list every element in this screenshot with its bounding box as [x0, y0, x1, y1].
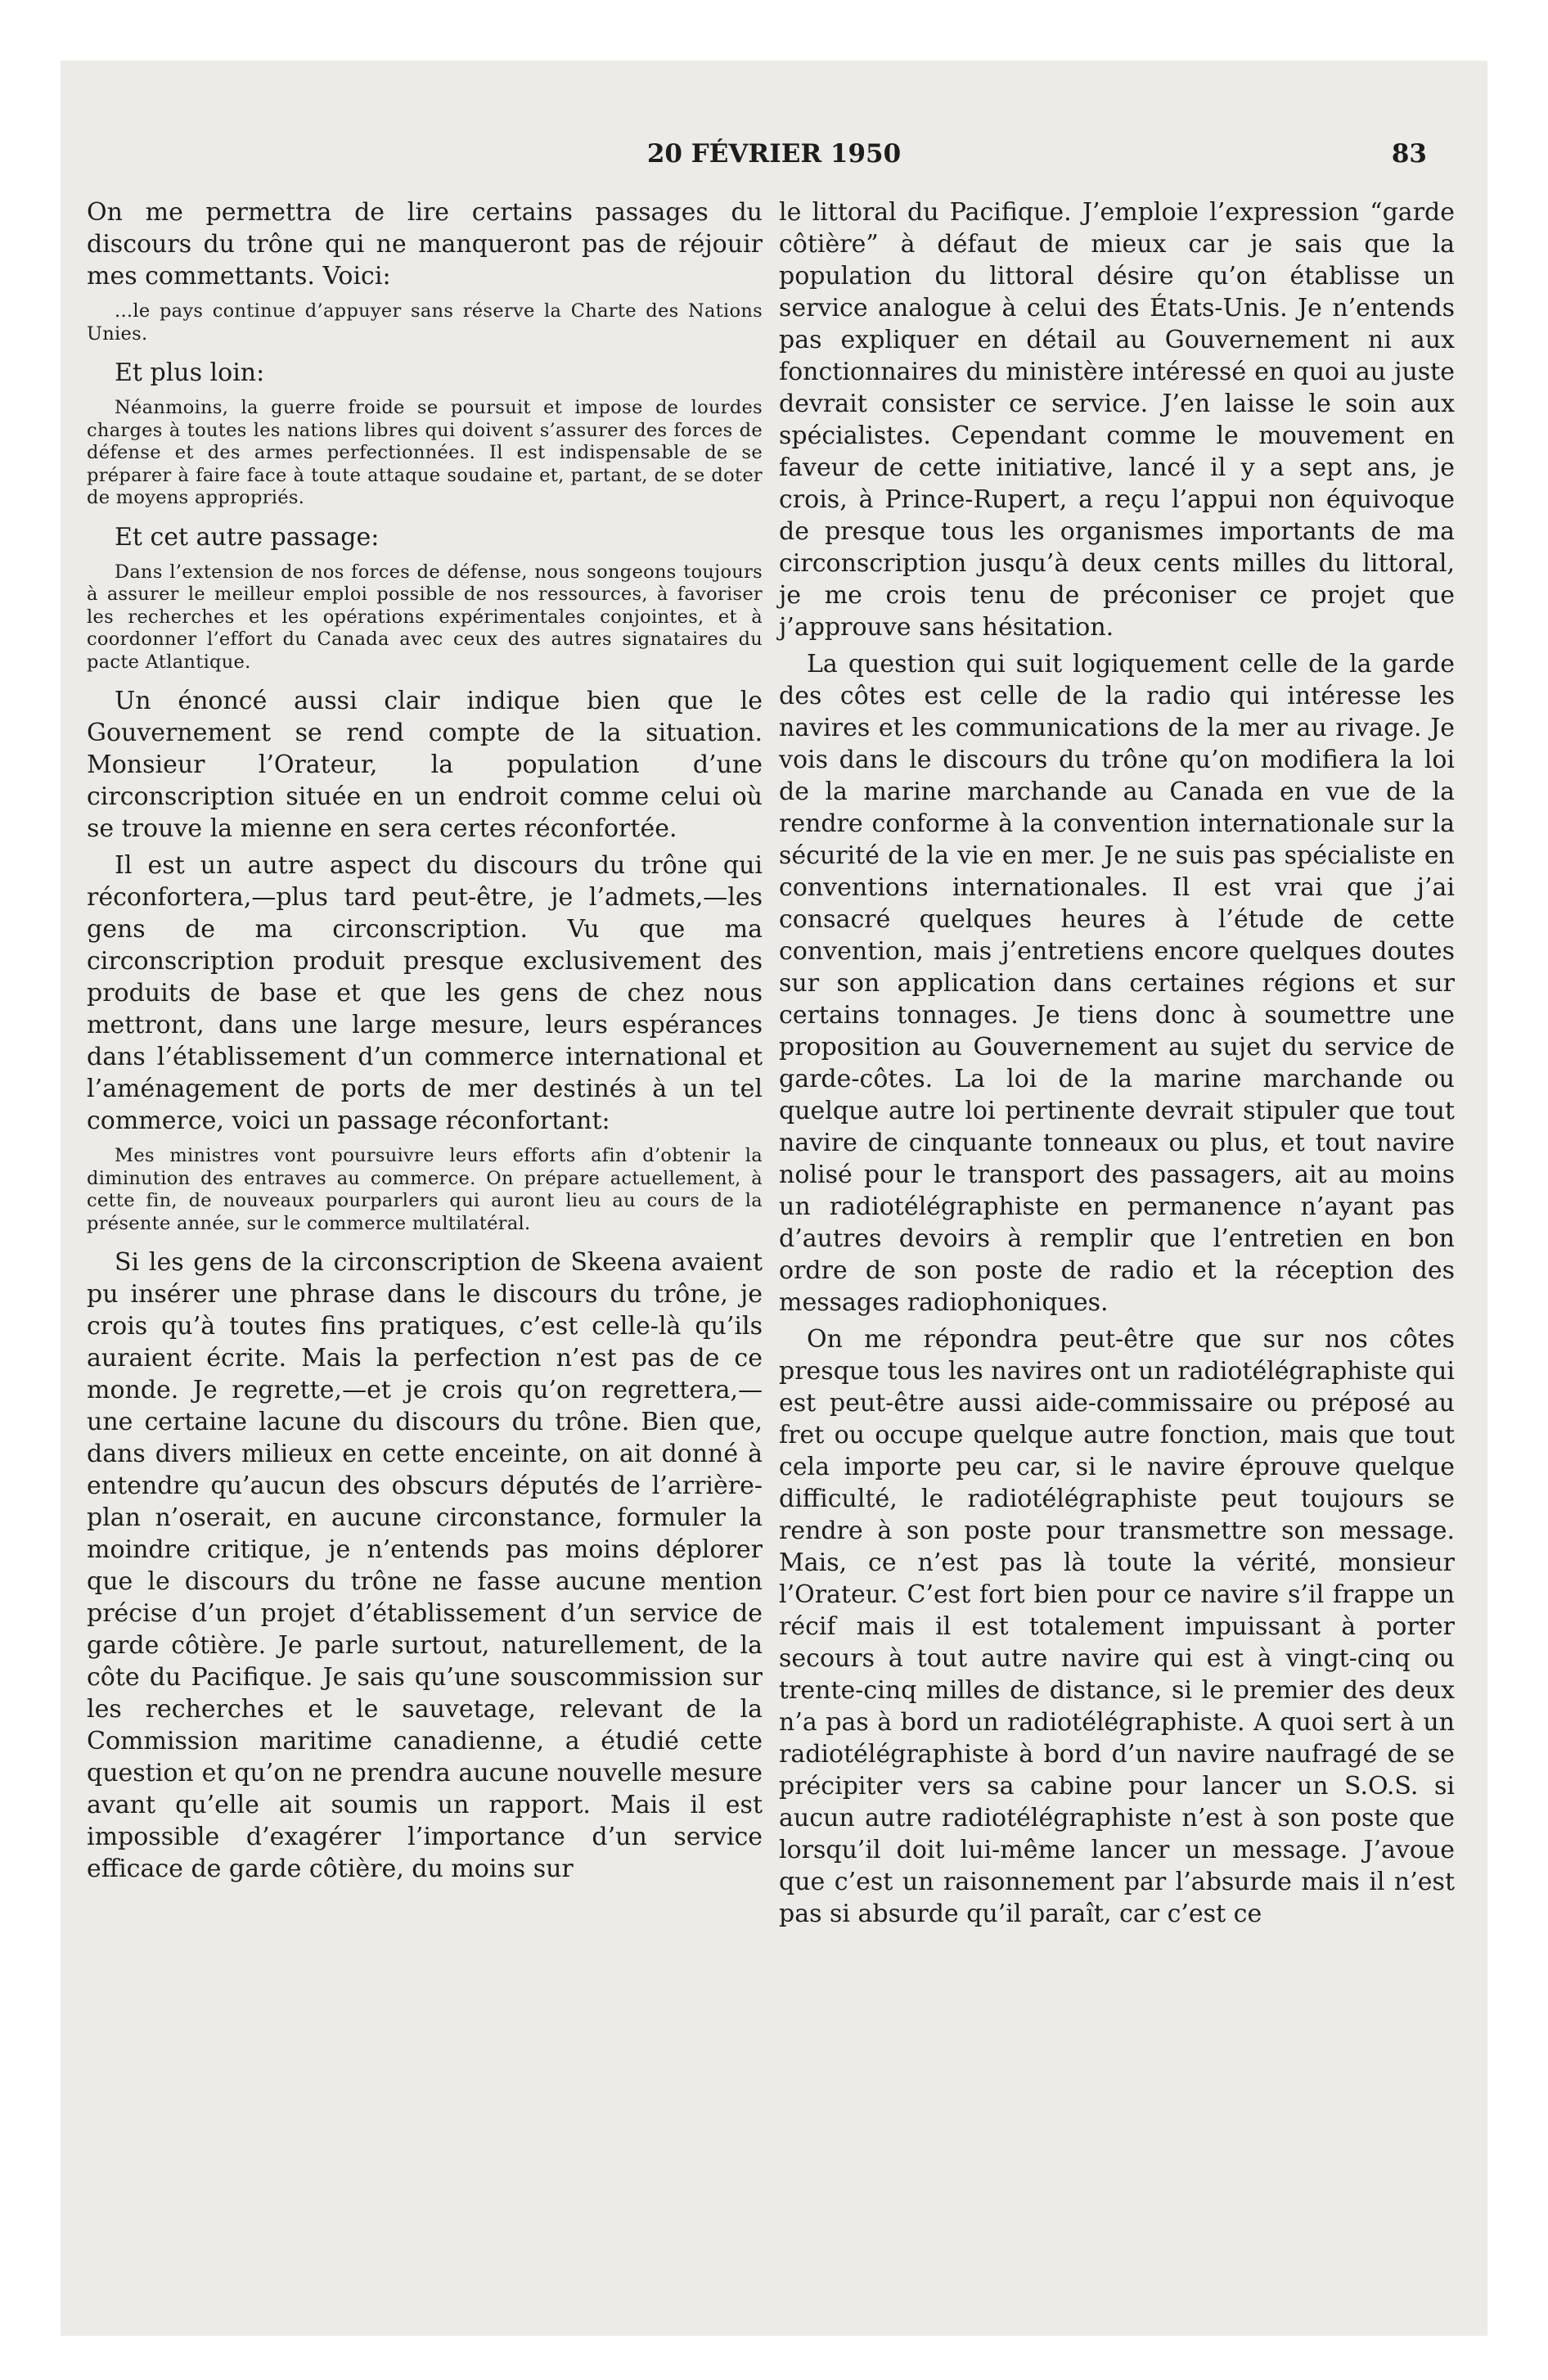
paragraph: Un énoncé aussi clair indique bien que le Gouvernement se rend compte de la situation. Monsieur l’Orateur, la population d’une circonscription située en un endroit comme celui où se trouve la mienne en sera certes réconfortée.: [87, 687, 763, 843]
paragraph: On me répondra peut-être que sur nos côtes presque tous les navires ont un radiotélégraphiste qui est peut-être aussi aide-commissaire ou préposé au fret ou occupe quelque autre fonction, mais que tout cela importe peu car, si le navire éprouve quelque difficulté, le radiotélégraphiste peut toujours se rendre à son poste pour transmettre son message. Mais, ce n’est pas là toute la vérité, monsieur l’Orateur. C’est fort bien pour ce navire s’il frappe un récif mais il est totalement impuissant à porter secours à tout autre navire qui est à vingt-cinq ou trente-cinq milles de distance, si le premier des deux n’a pas à bord un radiotélégraphiste. A quoi sert à un radiotélégraphiste à bord d’un navire naufragé de se précipiter vers sa cabine pour lancer un S.O.S. si aucun autre radiotélégraphiste n’est à son poste que lorsqu’il doit lui-même lancer un message. J’avoue que c’est un raisonnement par l’absurde mais il n’est pas si absurde qu’il paraît, car c’est ce: [779, 1325, 1455, 1928]
paragraph: le littoral du Pacifique. J’emploie l’expression “garde côtière” à défaut de mieux car je sais que la population du littoral désire qu’on établisse un service analogue à celui des États-Unis. Je n’entends pas expliquer en détail au Gouvernement ni aux fonctionnaires du ministère intéressé en quoi au juste devrait consister ce service. J’en laisse le soin aux spécialistes. Cependant comme le mouvement en faveur de cette initiative, lancé il y a sept ans, je crois, à Prince-Rupert, a reçu l’appui non équivoque de presque tous les organismes importants de ma circonscription jusqu’à deux cents milles du littoral, je me crois tenu de préconiser ce projet que j’approuve sans hésitation.: [779, 198, 1455, 642]
paragraph: Il est un autre aspect du discours du trône qui réconfortera,—plus tard peut-être, je l’admets,—les gens de ma circonscription. Vu que ma circonscription produit presque exclusivement des produits de base et que les gens de chez nous mettront, dans une large mesure, leurs espérances dans l’établissement d’un commerce international et l’aménagement de ports de mer destinés à un tel commerce, voici un passage réconfortant:: [87, 851, 763, 1135]
paragraph: Et cet autre passage:: [115, 522, 380, 552]
block-quote: Néanmoins, la guerre froide se poursuit et impose de lourdes charges à toutes les nations libres qui doivent s’assurer des forces de défense et des armes perfectionnées. Il est indispensable de se préparer à faire face à toute attaque soudaine et, partant, de se doter de moyens appropriés.: [87, 397, 763, 508]
left-column: [87, 196, 763, 1890]
paragraph: On me permettra de lire certains passages du discours du trône qui ne manqueront pas de réjouir mes commettants. Voici:: [87, 198, 763, 291]
block-quote: Dans l’extension de nos forces de défense, nous songeons toujours à assurer le meilleur emploi possible de nos ressources, à favoriser les recherches et les opérations expérimentales conjointes, et à coordonner l’effort du Canada avec ceux des autres signataires du pacte Atlantique.: [87, 561, 763, 673]
paragraph: Si les gens de la circonscription de Skeena avaient pu insérer une phrase dans le discours du trône, je crois qu’à toutes fins pratiques, c’est celle-là qu’ils auraient écrite. Mais la perfection n’est pas de ce monde. Je regrette,—et je crois qu’on regrettera,—une certaine lacune du discours du trône. Bien que, dans divers milieux en cette enceinte, on ait donné à entendre qu’aucun des obscurs députés de l’arrière-plan n’oserait, en aucune circonstance, formuler la moindre critique, je n’entends pas moins déplorer que le discours du trône ne fasse aucune mention précise d’un projet d’établissement d’un service de garde côtière. Je parle surtout, naturellement, de la côte du Pacifique. Je sais qu’une souscommission sur les recherches et le sauvetage, relevant de la Commission maritime canadienne, a étudié cette question et qu’on ne prendra aucune nouvelle mesure avant qu’elle ait soumis un rapport. Mais il est impossible d’exagérer l’importance d’un service efficace de garde côtière, du moins sur: [87, 1248, 763, 1883]
block-quote: ...le pays continue d’appuyer sans réserve la Charte des Nations Unies.: [87, 300, 763, 345]
block-quote: Mes ministres vont poursuivre leurs efforts afin d’obtenir la diminution des entraves au commerce. On prépare actuellement, à cette fin, de nouveaux pourparlers qui auront lieu au cours de la présente année, sur le commerce multilatéral.: [87, 1145, 763, 1234]
header-date: 20 FÉVRIER 1950: [646, 139, 902, 169]
page-sheet: [61, 61, 1487, 2336]
paragraph: La question qui suit logiquement celle de la garde des côtes est celle de la radio qui intéresse les navires et les communications de la mer au rivage. Je vois dans le discours du trône qu’on modifiera la loi de la marine marchande au Canada en vue de la rendre conforme à la convention internationale sur la sécurité de la vie en mer. Je ne suis pas spécialiste en conventions internationales. Il est vrai que j’ai consacré quelques heures à l’étude de cette convention, mais j’entretiens encore quelques doutes sur son application dans certaines régions et sur certains tonnages. Je tiens donc à soumettre une proposition au Gouvernement au sujet du service de garde-côtes. La loi de la marine marchande ou quelque autre loi pertinente devrait stipuler que tout navire de cinquante tonneaux ou plus, et tout navire nolisé pour le transport des passagers, ait au moins un radiotélégraphiste en permanence n’ayant pas d’autres devoirs à remplir que l’entretien en bon ordre de son poste de radio et la réception des messages radiophoniques.: [779, 650, 1455, 1317]
page-number: 83: [1391, 139, 1427, 169]
paragraph: Et plus loin:: [115, 358, 265, 387]
page-header: [61, 139, 1487, 188]
right-column: [779, 196, 1455, 1935]
